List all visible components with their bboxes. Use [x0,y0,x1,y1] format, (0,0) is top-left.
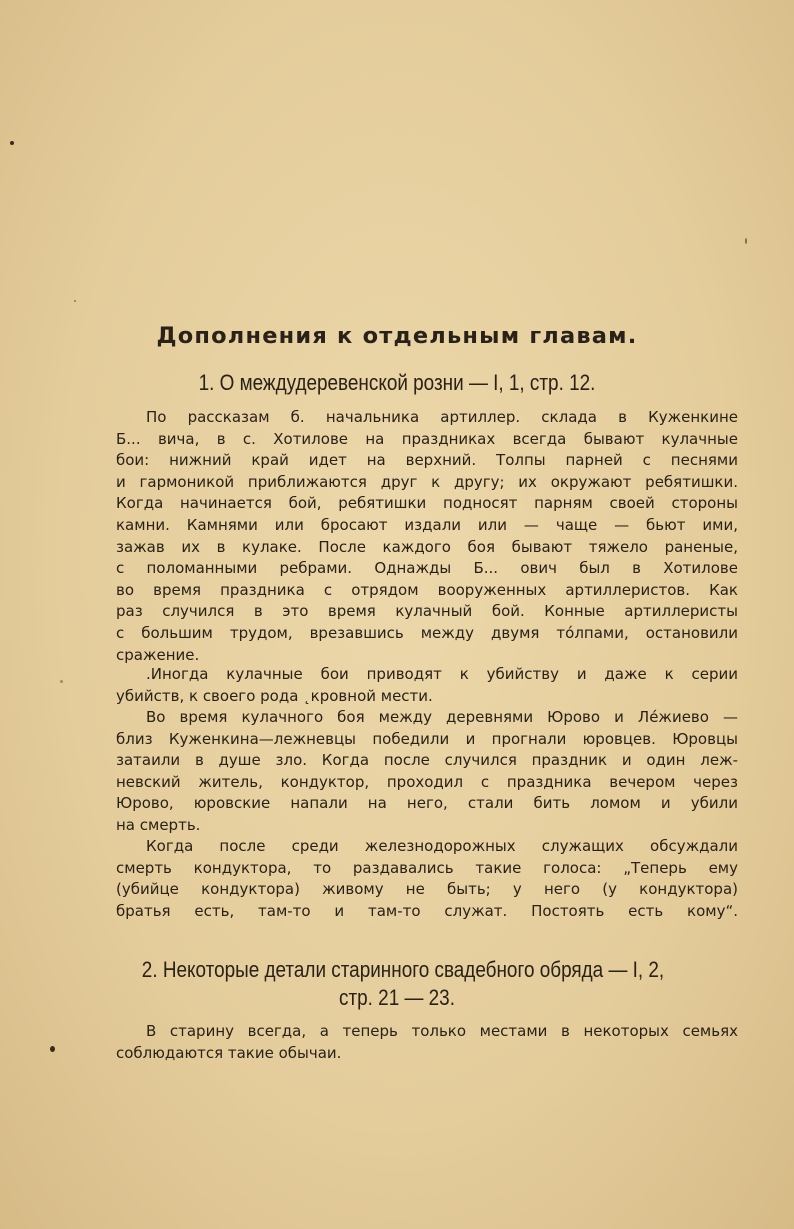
paper-speck [60,680,63,683]
text-line: смерть кондуктора, то раздавались такие голоса: „Теперь ему [116,858,738,877]
text-line: с поломанными ребрами. Однажды Б... ович был в Хотилове [116,559,738,578]
text-line: сражение. [116,645,200,664]
text-line: убийств, к своего рода ˛кровной мести. [116,686,433,705]
text-line: раз случился в это время кулачный бой. Конные артиллеристы [116,602,738,621]
section-2-paragraph-1 [116,1021,738,1064]
section-2-title-line-2: стр. 21 — 23. [339,985,455,1010]
text-line: с большим трудом, врезавшись между двумя тóлпами, остановили [116,623,738,642]
text-line: и гармоникой приближаются друг к другу; их окружают ребятишки. [116,472,738,491]
section-1-paragraph-2 [116,664,738,707]
main-heading: Дополнения к отдельным главам. [156,323,638,349]
text-line: бои: нижний край идет на верхний. Толпы парней с песнями [116,451,738,470]
text-line: камни. Камнями или бросают издали или — чаще — бьют ими, [116,515,738,534]
text-line: братья есть, там-то и там-то служат. Постоять есть кому“. [116,901,738,920]
text-line: близ Куженкина—лежневцы победили и прогнали юровцев. Юровцы [116,729,738,748]
section-1-title: 1. О междудеревенской розни — I, 1, стр. 12. [198,370,596,395]
section-2-title-line-1: 2. Некоторые детали старинного свадебного обряда — I, 2, [141,957,665,982]
text-line: .Иногда кулачные бои приводят к убийству и даже к серии [146,665,738,683]
text-line: затаили в душе зло. Когда после случился праздник и один леж- [116,751,738,770]
paper-speck [50,1046,55,1052]
text-line: на смерть. [116,815,201,834]
text-line: Во время кулачного боя между деревнями Юрово и Лéжиево — [146,708,738,726]
paper-speck [745,238,747,244]
text-line: Когда начинается бой, ребятишки подносят парням своей стороны [116,494,738,513]
text-line: По рассказам б. начальника артиллер. склада в Куженкине [146,408,738,426]
text-line: во время праздника с отрядом вооруженных артиллеристов. Как [116,580,738,599]
text-line: В старину всегда, а теперь только местами в некоторых семьях [146,1022,738,1040]
section-1-paragraph-4 [116,836,738,922]
text-line: Юрово, юровские напали на него, стали бить ломом и убили [116,794,738,813]
text-line: Когда после среди железнодорожных служащих обсуждали [146,837,738,855]
text-line: соблюдаются такие обычаи. [116,1043,342,1062]
text-line: зажав их в кулаке. После каждого боя бывают тяжело раненые, [116,537,738,556]
paper-speck [74,300,76,302]
section-1-paragraph-1 [116,407,738,666]
text-line: (убийце кондуктора) живому не быть; у него (у кондуктора) [116,880,738,899]
text-line: Б... вича, в с. Хотилове на праздниках всегда бывают кулачные [116,429,738,448]
paper-speck [10,141,14,145]
text-line: невский житель, кондуктор, проходил с праздника вечером через [116,772,738,791]
section-1-paragraph-3 [116,707,738,837]
